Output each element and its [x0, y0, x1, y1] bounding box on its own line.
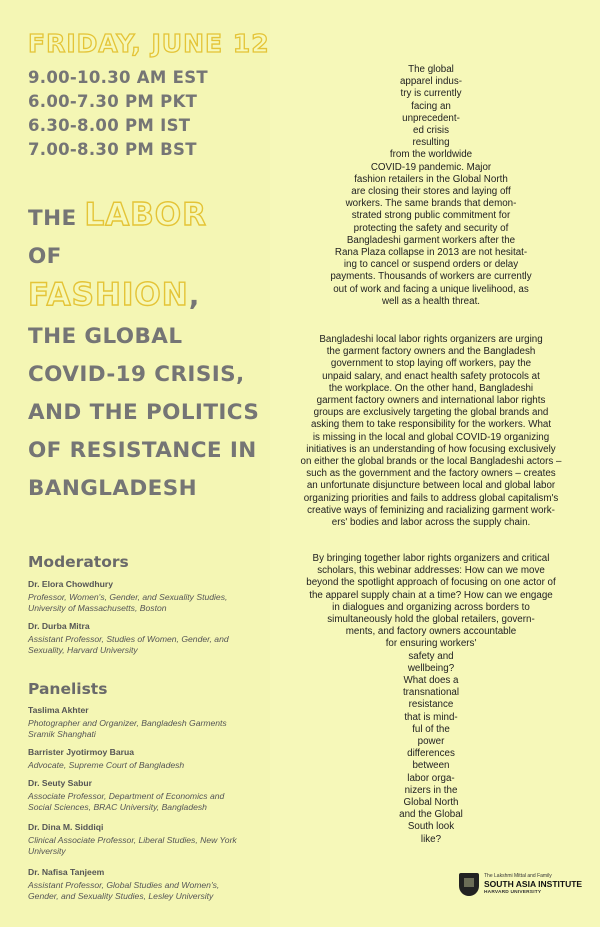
title-of: OF — [28, 244, 62, 269]
person-affiliation: Assistant Professor, Studies of Women, Gender, and — [28, 634, 229, 644]
paragraph-line: safety and — [408, 650, 454, 662]
paragraph-line: well as a health threat. — [381, 295, 481, 307]
panelist-4 — [28, 822, 278, 857]
panelist-1 — [28, 705, 278, 740]
paragraph-line: resistance — [408, 699, 454, 711]
paragraph-line: try is currently — [400, 88, 462, 100]
body-paragraph-2 — [270, 334, 592, 529]
title-line-3 — [28, 276, 278, 318]
paragraph-line: simultaneously hold the global retailers, govern- — [327, 614, 535, 626]
panelists-heading: Panelists — [28, 680, 108, 698]
paragraph-line: labor orga- — [407, 772, 455, 784]
person-affiliation: Professor, Women's, Gender, and Sexuality Studies, — [28, 592, 228, 602]
paragraph-line: that is mind- — [404, 711, 458, 723]
paragraph-line: power — [417, 736, 445, 748]
paragraph-line: groups are exclusively targeting the global brands and — [313, 407, 549, 419]
moderator-2 — [28, 621, 278, 656]
title-labor: LABOR — [84, 197, 208, 233]
paragraph-line: in dialogues and organizing across borders to — [332, 601, 530, 613]
paragraph-line: an unfortunate disjuncture between local and global labor — [306, 480, 556, 492]
paragraph-line: facing an — [411, 100, 451, 112]
paragraph-line: organizing priorities and fails to address global capitalism's — [303, 492, 559, 504]
person-affiliation: Sexuality, Harvard University — [28, 645, 138, 655]
person-affiliation: Social Sciences, BRAC University, Bangladesh — [28, 802, 207, 812]
paragraph-line: strated strong public commitment for — [351, 210, 511, 222]
paragraph-line: such as the government and the factory owners – creates — [306, 468, 556, 480]
logo-line-1: The Lakshmi Mittal and Family — [484, 873, 552, 879]
person-affiliation: Associate Professor, Department of Economics and — [28, 791, 225, 801]
paragraph-line: government to stop laying off workers, pay the — [330, 358, 532, 370]
panelist-3 — [28, 778, 278, 813]
time-ist: 6.30-8.00 PM IST — [28, 116, 191, 135]
harvard-shield-icon — [459, 873, 479, 896]
paragraph-line: creative ways of feminizing and racializing garment work- — [307, 504, 555, 516]
paragraph-line: from the worldwide — [389, 149, 473, 161]
moderators-heading: Moderators — [28, 553, 129, 571]
body-paragraph-3 — [270, 553, 592, 846]
paragraph-line: fashion retailers in the Global North — [354, 173, 508, 185]
title-comma: , — [188, 279, 200, 312]
paragraph-line: apparel indus- — [399, 76, 463, 88]
person-affiliation: Photographer and Organizer, Bangladesh Garments — [28, 718, 227, 728]
person-name: Dr. Seuty Sabur — [28, 778, 92, 788]
event-times — [28, 66, 208, 162]
paragraph-line: unpaid salary, and enact health safety protocols at — [322, 370, 540, 382]
paragraph-line: ments, and factory owners accountable — [345, 626, 517, 638]
person-affiliation: University of Massachusetts, Boston — [28, 603, 167, 613]
time-pkt: 6.00-7.30 PM PKT — [28, 92, 198, 111]
person-affiliation: Gender, and Sexuality Studies, Lesley University — [28, 891, 214, 901]
paragraph-line: beyond the spotlight approach of focusing on one actor of — [306, 577, 556, 589]
person-name: Taslima Akhter — [28, 705, 89, 715]
paragraph-line: out of work and facing a unique livelihood, as — [333, 283, 529, 295]
paragraph-line: Bangladeshi garment workers after the — [346, 234, 516, 246]
logo-line-3: HARVARD UNIVERSITY — [484, 890, 542, 895]
paragraph-line: for ensuring workers' — [385, 638, 477, 650]
paragraph-line: garment factory owners and international labor rights — [316, 395, 546, 407]
title-line-8: BANGLADESH — [28, 476, 198, 501]
paragraph-line: the apparel supply chain at a time? How can we engage — [309, 589, 553, 601]
paragraph-line: protecting the safety and security of — [353, 222, 509, 234]
paragraph-line: Rana Plaza collapse in 2013 are not hesitat- — [334, 247, 528, 259]
paragraph-line: are closing their stores and laying off — [351, 186, 511, 198]
title-line-5: COVID-19 CRISIS, — [28, 362, 245, 387]
paragraph-line: like? — [420, 833, 442, 845]
time-bst: 7.00-8.30 PM BST — [28, 140, 197, 159]
title-line-6: AND THE POLITICS — [28, 400, 260, 425]
paragraph-line: ing to cancel or suspend orders or delay — [343, 259, 519, 271]
event-date: FRIDAY, JUNE 12 — [28, 29, 270, 58]
title-fashion: FASHION — [28, 277, 189, 313]
title-line-7: OF RESISTANCE IN — [28, 438, 257, 463]
paragraph-line: nizers in the — [404, 784, 458, 796]
person-affiliation: Clinical Associate Professor, Liberal Studies, New York — [28, 835, 237, 845]
paragraph-line: transnational — [402, 687, 460, 699]
paragraph-line: differences — [407, 748, 455, 760]
panelist-5 — [28, 867, 278, 902]
title-the: THE — [28, 206, 77, 231]
title-line-4: THE GLOBAL — [28, 324, 183, 349]
paragraph-line: between — [412, 760, 450, 772]
person-name: Barrister Jyotirmoy Barua — [28, 747, 135, 757]
paragraph-line: unprecedent- — [402, 112, 460, 124]
logo-line-2: SOUTH ASIA INSTITUTE — [484, 879, 583, 889]
paragraph-line: South look — [407, 821, 455, 833]
person-affiliation: Advocate, Supreme Court of Bangladesh — [28, 760, 185, 770]
paragraph-line: COVID-19 pandemic. Major — [370, 161, 492, 173]
paragraph-line: ers' bodies and labor across the supply chain. — [331, 517, 531, 529]
person-name: Dr. Elora Chowdhury — [28, 579, 113, 589]
paragraph-line: the garment factory owners and the Bangladesh — [326, 346, 536, 358]
paragraph-line: and the Global — [399, 809, 463, 821]
paragraph-line: on either the global brands or the local Bangladeshi actors – — [300, 456, 562, 468]
paragraph-line: What does a — [403, 675, 459, 687]
person-name: Dr. Dina M. Siddiqi — [28, 822, 104, 832]
paragraph-line: the workplace. On the other hand, Bangladeshi — [328, 382, 534, 394]
paragraph-line: workers. The same brands that demon- — [345, 198, 517, 210]
paragraph-line: Global North — [403, 797, 459, 809]
south-asia-institute-logo — [459, 873, 583, 903]
paragraph-line: initiatives is an understanding of how focusing exclusively — [306, 443, 556, 455]
person-name: Dr. Nafisa Tanjeem — [28, 867, 105, 877]
time-est: 9.00-10.30 AM EST — [28, 68, 208, 87]
title-line-1 — [28, 196, 278, 238]
paragraph-line: wellbeing? — [407, 662, 455, 674]
paragraph-line: By bringing together labor rights organizers and critical — [312, 553, 550, 564]
paragraph-line: asking them to take responsibility for the workers. What — [310, 419, 552, 431]
paragraph-line: is missing in the local and global COVID-19 organizing — [312, 431, 550, 443]
paragraph-line: resulting — [412, 137, 450, 149]
body-paragraph-1 — [270, 64, 592, 308]
person-affiliation: Sramik Shanghati — [28, 729, 96, 739]
paragraph-line: Bangladeshi local labor rights organizers are urging — [319, 334, 543, 345]
person-affiliation: University — [28, 846, 66, 856]
paragraph-line: payments. Thousands of workers are currently — [330, 271, 532, 283]
person-name: Dr. Durba Mitra — [28, 621, 90, 631]
paragraph-line: scholars, this webinar addresses: How can we move — [317, 565, 545, 577]
moderator-1 — [28, 579, 278, 614]
person-affiliation: Assistant Professor, Global Studies and Women's, — [28, 880, 220, 890]
paragraph-line: ed crisis — [413, 125, 449, 137]
panelist-2 — [28, 747, 278, 771]
event-title — [28, 196, 278, 508]
paragraph-line: The global — [408, 64, 454, 75]
paragraph-line: ful of the — [412, 723, 450, 735]
